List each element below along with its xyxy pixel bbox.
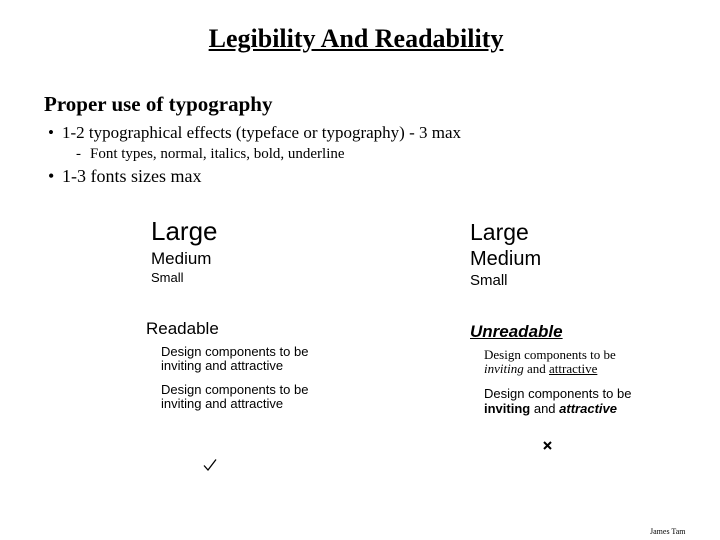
readable-label: Readable [146, 319, 219, 338]
bullet-item [48, 123, 461, 143]
sub-bullet-marker: - [76, 146, 81, 162]
plain-word: and [526, 361, 546, 376]
bullet-text: 1-3 fonts sizes max [62, 166, 202, 186]
underlined-word: attractive [549, 361, 598, 376]
example-line: Design components to be [161, 344, 309, 359]
bullet-marker: • [48, 123, 54, 142]
size-sample-medium-right: Medium [470, 248, 542, 270]
unreadable-example-1 [484, 348, 659, 376]
section-heading: Proper use of typography [44, 92, 273, 116]
size-sample-large-right: Large [470, 219, 529, 245]
bullet-text: 1-2 typographical effects (typeface or typography) - 3 max [62, 123, 462, 142]
size-sample-small-left: Small [151, 270, 184, 285]
unreadable-label: Unreadable [470, 322, 563, 341]
example-line: Design components to be [161, 382, 309, 397]
size-sample-small-right: Small [470, 272, 508, 289]
plain-word: and [533, 401, 556, 416]
example-line [484, 362, 659, 376]
example-line: inviting and attractive [161, 396, 284, 411]
bullet-marker: • [48, 166, 55, 186]
bold-italic-word: attractive [559, 401, 617, 416]
size-sample-large-left: Large [151, 216, 218, 246]
readable-example-1 [161, 345, 336, 373]
unreadable-example-2 [484, 386, 659, 416]
check-icon [203, 458, 217, 472]
slide-title: Legibility And Readability [208, 24, 504, 53]
author-footer: James Tam [650, 527, 686, 536]
sub-bullet-item [76, 146, 345, 163]
size-sample-medium-left: Medium [151, 249, 212, 268]
example-line: Design components to be [484, 347, 616, 362]
bold-word: inviting [484, 401, 531, 416]
example-line: Design components to be [484, 386, 632, 401]
example-line [484, 401, 659, 416]
sub-bullet-text: Font types, normal, italics, bold, underline [90, 146, 345, 162]
italic-word: inviting [484, 361, 524, 376]
readable-example-2 [161, 383, 336, 411]
example-line: inviting and attractive [161, 358, 284, 373]
bullet-item [48, 166, 201, 187]
cross-icon [543, 441, 552, 450]
